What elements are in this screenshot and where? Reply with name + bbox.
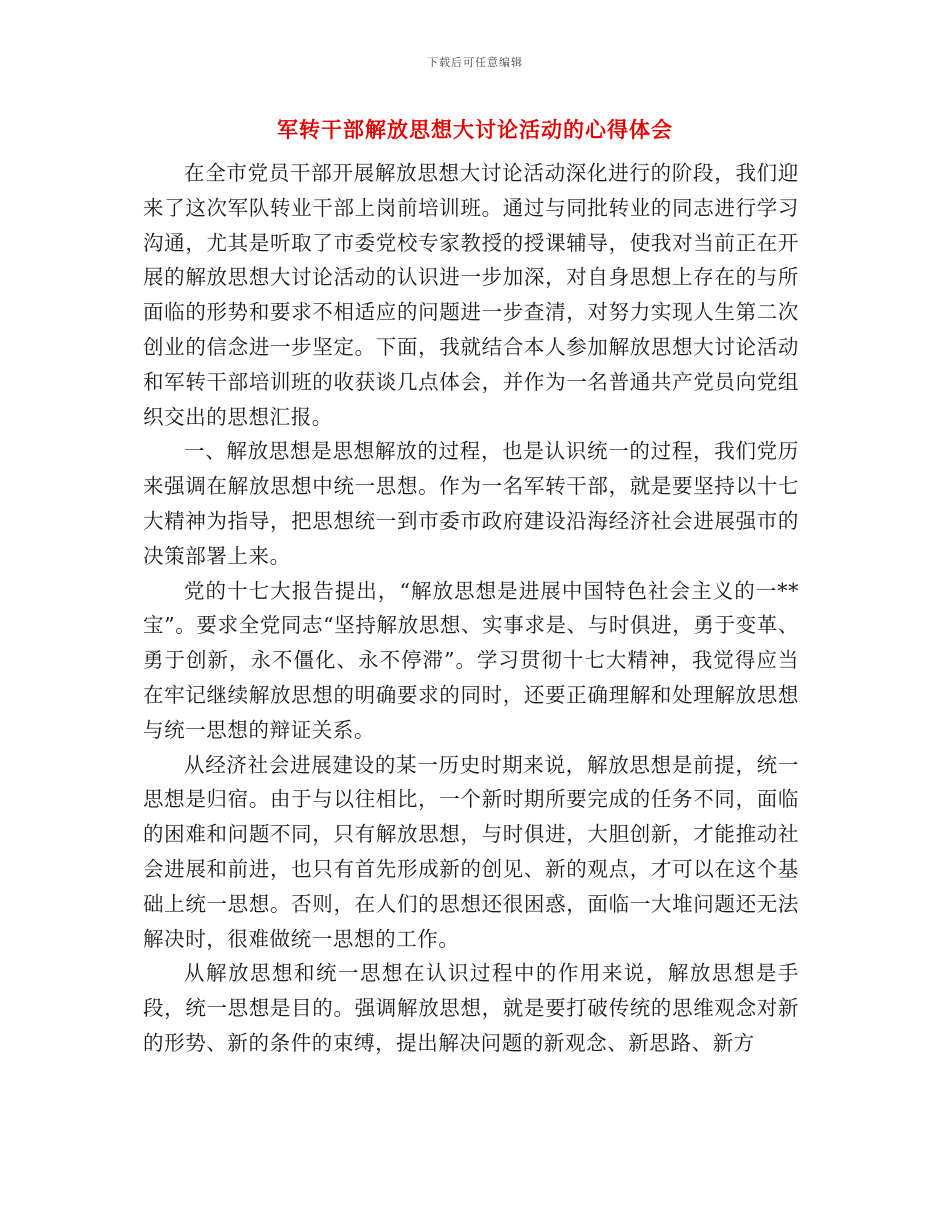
paragraph: 党的十七大报告提出，“解放思想是进展中国特色社会主义的一**宝”。要求全党同志“坚持解放思想、实事求是、与时俱进，勇于变革、勇于创新，永不僵化、永不停滞”。学习贯彻十七大精神，我觉得应当在牢记继续解放思想的明确要求的同时，还要正确理解和处理解放思想与统一思想的辩证关系。: [143, 578, 799, 742]
paragraph: 从经济社会进展建设的某一历史时期来说，解放思想是前提，统一思想是归宿。由于与以往相比，一个新时期所要完成的任务不同，面临的困难和问题不同，只有解放思想，与时俱进，大胆创新，才能推动社会进展和前进，也只有首先形成新的创见、新的观点，才可以在这个基础上统一思想。否则，在人们的思想还很困惑，面临一大堆问题还无法解决时，很难做统一思想的工作。: [143, 752, 799, 951]
paragraph: 一、解放思想是思想解放的过程，也是认识统一的过程，我们党历来强调在解放思想中统一思想。作为一名军转干部，就是要坚持以十七大精神为指导，把思想统一到市委市政府建设沿海经济社会进展强市的决策部署上来。: [143, 439, 799, 568]
document-title: 军转干部解放思想大讨论活动的心得体会: [277, 118, 673, 142]
paragraph: 在全市党员干部开展解放思想大讨论活动深化进行的阶段，我们迎来了这次军队转业干部上岗前培训班。通过与同批转业的同志进行学习沟通，尤其是听取了市委党校专家教授的授课辅导，使我对当前正在开展的解放思想大讨论活动的认识进一步加深，对自身思想上存在的与所面临的形势和要求不相适应的问题进一步查清，对努力实现人生第二次创业的信念进一步坚定。下面，我就结合本人参加解放思想大讨论活动和军转干部培训班的收获谈几点体会，并作为一名普通共产党员向党组织交出的思想汇报。: [143, 161, 799, 429]
document-body: [143, 156, 799, 1061]
header-note: 下载后可任意编辑: [427, 56, 523, 69]
paragraph: 从解放思想和统一思想在认识过程中的作用来说，解放思想是手段，统一思想是目的。强调解放思想，就是要打破传统的思维观念对新的形势、新的条件的束缚，提出解决问题的新观念、新思路、新方: [143, 961, 799, 1055]
